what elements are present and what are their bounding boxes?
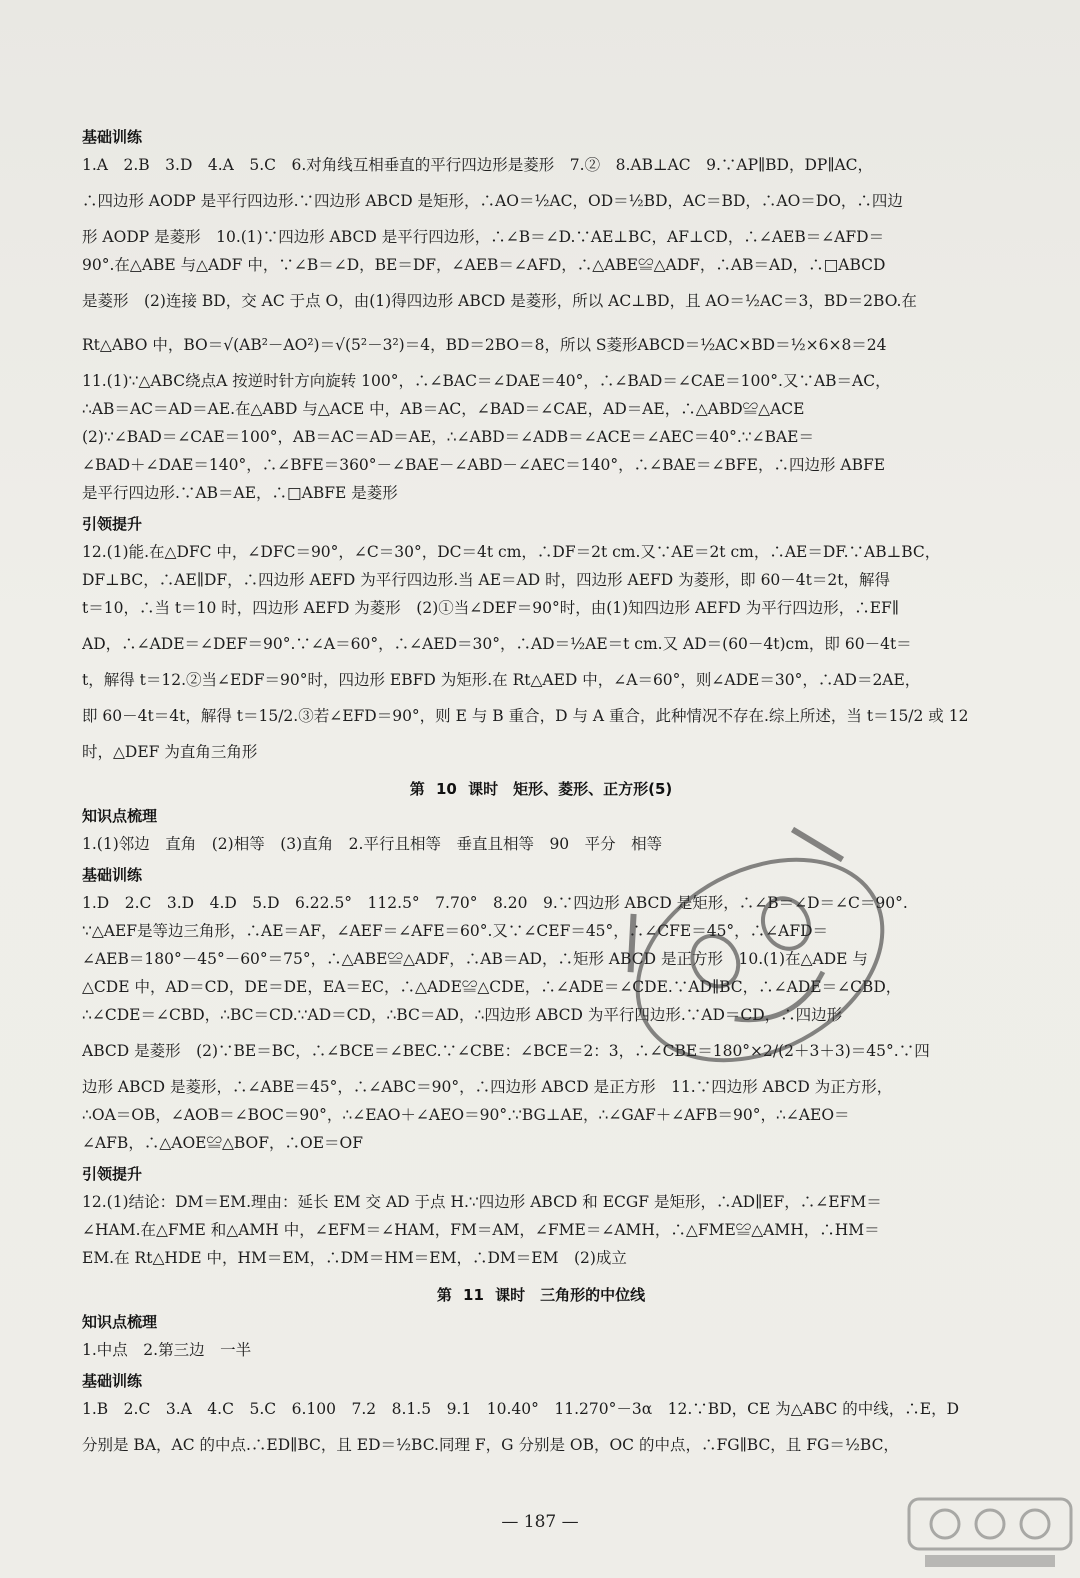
text-line: 1.A 2.B 3.D 4.A 5.C 6.对角线互相垂直的平行四边形是菱形 7.② 8.AB⊥AC 9.∵AP∥BD，DP∥AC， bbox=[82, 156, 874, 174]
section-heading: 引领提升 bbox=[82, 1165, 143, 1183]
section-heading: 知识点梳理 bbox=[82, 807, 158, 825]
text-line: ∴OA＝OB，∠AOB＝∠BOC＝90°，∴∠EAO＋∠AEO＝90°.∵BG⊥AE，∴∠GAF＋∠AFB＝90°，∴∠AEO＝ bbox=[82, 1106, 850, 1124]
text-line: 时，△DEF 为直角三角形 bbox=[82, 743, 258, 761]
text-line: 分别是 BA，AC 的中点.∴ED∥BC，且 ED＝½BC.同理 F，G 分别是 OB，OC 的中点，∴FG∥BC，且 FG＝½BC， bbox=[82, 1436, 899, 1454]
section-heading: 基础训练 bbox=[82, 128, 143, 146]
text-line: ∵△AEF是等边三角形，∴AE＝AF，∠AEF＝∠AFE＝60°.又∵∠CEF＝45°，∴∠CFE＝45°，∴∠AFD＝ bbox=[82, 922, 829, 940]
text-line: 是平行四边形.∵AB＝AE，∴□ABFE 是菱形 bbox=[82, 484, 398, 502]
text-line: ∠AEB＝180°－45°－60°＝75°，∴△ABE≌△ADF，∴AB＝AD，∴矩形 ABCD 是正方形 10.(1)在△ADE 与 bbox=[82, 950, 868, 968]
text-line: ABCD 是菱形 (2)∵BE＝BC，∴∠BCE＝∠BEC.∵∠CBE：∠BCE＝2：3，∴∠CBE＝180°×2/(2＋3＋3)＝45°.∵四 bbox=[82, 1042, 930, 1060]
text-line: 即 60－4t＝4t，解得 t＝15/2.③若∠EFD＝90°，则 E 与 B 重合，D 与 A 重合，此种情况不存在.综上所述，当 t＝15/2 或 12 bbox=[82, 707, 969, 725]
answer-content bbox=[82, 120, 1000, 1467]
text-line: ∠HAM.在△FME 和△AMH 中，∠EFM＝∠HAM，FM＝AM，∠FME＝∠AMH，∴△FME≌△AMH，∴HM＝ bbox=[82, 1221, 880, 1239]
lesson-title: 第 11 课时 三角形的中位线 bbox=[436, 1286, 646, 1304]
text-line: 1.(1)邻边 直角 (2)相等 (3)直角 2.平行且相等 垂直且相等 90 平分 相等 bbox=[82, 835, 663, 853]
text-line: AD，∴∠ADE＝∠DEF＝90°.∵∠A＝60°，∴∠AED＝30°，∴AD＝½AE＝t cm.又 AD＝(60－4t)cm，即 60－4t＝ bbox=[82, 635, 912, 653]
text-line: ∠BAD＋∠DAE＝140°，∴∠BFE＝360°－∠BAE－∠ABD－∠AEC＝140°，∴∠BAE＝∠BFE，∴四边形 ABFE bbox=[82, 456, 886, 474]
lesson-title: 第 10 课时 矩形、菱形、正方形(5) bbox=[409, 780, 673, 798]
text-line: 1.D 2.C 3.D 4.D 5.D 6.22.5° 112.5° 7.70° 8.20 9.∵四边形 ABCD 是矩形，∴∠B＝∠D＝∠C＝90°. bbox=[82, 894, 908, 912]
text-line: 形 AODP 是菱形 10.(1)∵四边形 ABCD 是平行四边形，∴∠B＝∠D.∵AE⊥BC，AF⊥CD，∴∠AEB＝∠AFD＝ bbox=[82, 228, 885, 246]
text-line: ∴AB＝AC＝AD＝AE.在△ABD 与△ACE 中，AB＝AC，∠BAD＝∠CAE，AD＝AE，∴△ABD≌△ACE bbox=[82, 400, 805, 418]
text-line: △CDE 中，AD＝CD，DE＝DE，EA＝EC，∴△ADE≌△CDE，∴∠ADE＝∠CDE.∵AD∥BC，∴∠ADE＝∠CBD， bbox=[82, 978, 902, 996]
text-line: 1.中点 2.第三边 一半 bbox=[82, 1341, 252, 1359]
section-heading: 知识点梳理 bbox=[82, 1313, 158, 1331]
text-line: 90°.在△ABE 与△ADF 中，∵∠B＝∠D，BE＝DF，∠AEB＝∠AFD，∴△ABE≌△ADF，∴AB＝AD，∴□ABCD bbox=[82, 256, 886, 274]
text-line: 12.(1)能.在△DFC 中，∠DFC＝90°，∠C＝30°，DC＝4t cm，∴DF＝2t cm.又∵AE＝2t cm，∴AE＝DF.∵AB⊥BC， bbox=[82, 543, 941, 561]
text-line: 1.B 2.C 3.A 4.C 5.C 6.100 7.2 8.1.5 9.1 10.40° 11.270°－3α 12.∵BD，CE 为△ABC 的中线，∴E，D bbox=[82, 1400, 960, 1418]
text-line: EM.在 Rt△HDE 中，HM＝EM，∴DM＝HM＝EM，∴DM＝EM (2)成立 bbox=[82, 1249, 627, 1267]
section-heading: 基础训练 bbox=[82, 866, 143, 884]
text-line: ∴∠CDE＝∠CBD，∴BC＝CD.∵AD＝CD，∴BC＝AD，∴四边形 ABCD 为平行四边形.∵AD＝CD，∴四边形 bbox=[82, 1006, 843, 1024]
text-line: 12.(1)结论：DM＝EM.理由：延长 EM 交 AD 于点 H.∵四边形 ABCD 和 ECGF 是矩形，∴AD∥EF，∴∠EFM＝ bbox=[82, 1193, 882, 1211]
text-line: 是菱形 (2)连接 BD，交 AC 于点 O，由(1)得四边形 ABCD 是菱形，所以 AC⊥BD，且 AO＝½AC＝3，BD＝2BO.在 bbox=[82, 292, 917, 310]
text-line: (2)∵∠BAD＝∠CAE＝100°，AB＝AC＝AD＝AE，∴∠ABD＝∠ADB＝∠ACE＝∠AEC＝40°.∵∠BAE＝ bbox=[82, 428, 814, 446]
text-line: Rt△ABO 中，BO＝√(AB²－AO²)＝√(5²－3²)＝4，BD＝2BO＝8，所以 S菱形ABCD＝½AC×BD＝½×6×8＝24 bbox=[82, 336, 887, 354]
text-line: 11.(1)∵△ABC绕点A 按逆时针方向旋转 100°，∴∠BAC＝∠DAE＝40°，∴∠BAD＝∠CAE＝100°.又∵AB＝AC， bbox=[82, 372, 891, 390]
text-line: ∠AFB，∴△AOE≌△BOF，∴OE＝OF bbox=[82, 1134, 364, 1152]
text-line: 边形 ABCD 是菱形，∴∠ABE＝45°，∴∠ABC＝90°，∴四边形 ABCD 是正方形 11.∵四边形 ABCD 为正方形， bbox=[82, 1078, 893, 1096]
text-line: DF⊥BC，∴AE∥DF，∴四边形 AEFD 为平行四边形.当 AE＝AD 时，四边形 AEFD 为菱形，即 60－4t＝2t，解得 bbox=[82, 571, 890, 589]
page-number: — 187 — bbox=[501, 1512, 579, 1532]
text-line: t＝10，∴当 t＝10 时，四边形 AEFD 为菱形 (2)①当∠DEF＝90°时，由(1)知四边形 AEFD 为平行四边形，∴EF∥ bbox=[82, 599, 899, 617]
text-line: t，解得 t＝12.②当∠EDF＝90°时，四边形 EBFD 为矩形.在 Rt△AED 中，∠A＝60°，则∠ADE＝30°，∴AD＝2AE， bbox=[82, 671, 921, 689]
text-line: ∴四边形 AODP 是平行四边形.∵四边形 ABCD 是矩形，∴AO＝½AC，OD＝½BD，AC＝BD，∴AO＝DO，∴四边 bbox=[82, 192, 903, 210]
section-heading: 基础训练 bbox=[82, 1372, 143, 1390]
section-heading: 引领提升 bbox=[82, 515, 143, 533]
watermark-logo bbox=[905, 1495, 1075, 1575]
